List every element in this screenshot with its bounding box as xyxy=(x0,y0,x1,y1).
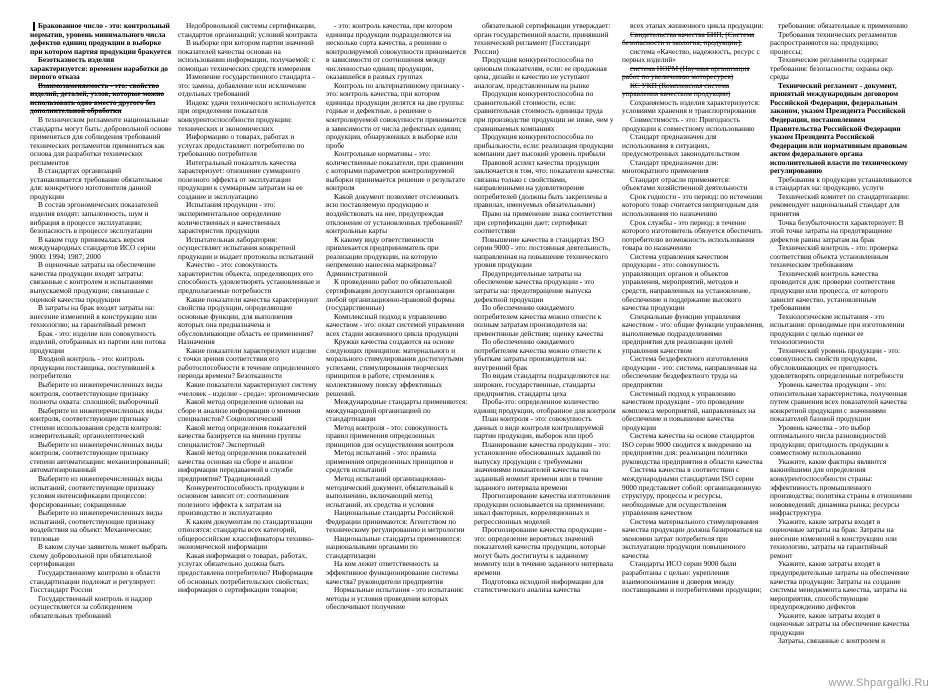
paragraph: Технический регламент - документ, принятый международным договором Российской Федерации, федеральным законом, указом Президента Российской Федерации, постановлением Правительства Российской Федерации указом Президента Российской Федерации или нормативным правовым актом федерального органа исполнительной власти по техническому регулированию xyxy=(770,80,908,176)
paragraph: Контрольные нормативы - это: количественные показатели, при сравнении с которыми параметров контролируемой выборки принимается решение о результате контроля xyxy=(326,149,465,193)
paragraph: Прогнозирование качества продукции - это: определение вероятных значений показателей качества продукции, которые могут быть достигнуты к заданному моменту или в течение заданного интервала времени xyxy=(474,525,614,577)
paragraph: Какие показатели характеризуют систему «человек - изделие - среда»: эргономические xyxy=(178,379,320,398)
paragraph: Выберите из нижеперечисленных виды контроля, соответствующие признаку полноты охвата: сплошной; выборочный xyxy=(30,379,163,407)
paragraph: К какому виду ответственности привлекается предприниматель при реализации продукции, на которую непременно нанесена маркировка? Административной xyxy=(326,234,439,278)
paragraph: В стандартах организаций устанавливается требование обязательное для: конкретного изготовителя данной продукции xyxy=(30,166,163,201)
paragraph: Правовой аспект качества продукции заключается в том, что: показатели качества: связаны только с свойствами, направленными на удовлетворение потребителей (должны быть закреплены в правилах, именуемых обязательными) xyxy=(474,157,615,210)
paragraph: - это: контроль качества, при котором единицы продукции подразделяются на несколько сорта качества, а решение о контролируемой совокупности принимается в зависимости от соотношения между численностью единиц продукции, оказавшейся в разных группах xyxy=(326,22,466,82)
paragraph: Технический комитет по стандартизации: рекомендует национальный стандарт для принятия xyxy=(770,191,910,219)
paragraph: Продукция конкурентоспособна по ценовым показателям, если: ее продажная цена, дизайн и качество не уступают аналогам, представленным на рынке xyxy=(474,55,607,90)
paragraph: Выберите из нижеперечисленных виды контроля, соответствующие признаку степени использования средств контроля: измерительный; органолептический xyxy=(30,405,163,441)
paragraph: требования: обязательные к применению xyxy=(778,22,908,30)
paragraph: Технический контроль - это: проверка соответствия объекта установленным техническим требованиям xyxy=(770,243,898,270)
paragraph: Система бездефектного изготовления продукции - это: система, направленная на обеспечение бездефектного труда на предприятии xyxy=(622,354,757,389)
paragraph: Право на применение знака соответствия при сертификации дает: сертификат соответствия xyxy=(474,209,613,236)
paragraph: Испытательная лаборатория: осуществляет испытания конкретной продукции и выдает протоколы испытаний xyxy=(178,234,314,261)
paragraph: Свидетельства качества БИП, [Система безопасности и экология, продукции]: xyxy=(622,29,755,48)
paragraph: Уровень качества - это выбор оптимального числа разновидностей продукции; пригодность продукции к совместному использованию xyxy=(770,422,889,458)
paragraph: По обеспечению ожидаемого потребителем качества можно отнести к убыткам затраты производителя на: внутренний брак xyxy=(474,337,602,372)
paragraph: Срок годности - это период: по истечении которого товар считается непригодным для использования по назначению xyxy=(622,191,763,219)
paragraph: Взаимозаменяемость - это: свойство изделий, деталей, узлов, которые можно использовать одно вместо другого без дополнительной обработки xyxy=(30,80,165,116)
paragraph: Затраты, связанные с контролем и xyxy=(778,636,886,646)
paragraph: Выберите из нижеперечисленных виды испытаний, соответствующие признаку воздействия на объект: Механические; тепловые xyxy=(30,508,163,543)
paragraph: Какой метод определения показателей качества базируется на мнении группы специалистов? Экспертный xyxy=(178,422,307,449)
paragraph: Метод испытаний - это: правила применения определенных принципов и средств испытаний xyxy=(326,448,454,475)
paragraph: Государственный контроль и надзор осуществляется за соблюдением обязательных требований xyxy=(30,593,153,620)
paragraph: План контроля - это: совокупность данных о виде контроля контролируемой партии продукции, выборок или проб xyxy=(474,414,604,441)
paragraph: Выберите из нижеперечисленных виды контроля, соответствующие признаку степени автоматизации: механизированный; автоматизированный xyxy=(30,439,170,475)
paragraph: Метод контроля - это: совокупность правил применения определенных принципов для осуществления контроля xyxy=(326,422,454,449)
paragraph: Международные стандарты применяются: международной организацией по стандартизации xyxy=(326,397,468,424)
paragraph: Технологические испытания - это испытания: проводимые при изготовлении продукции с целью оценки ее технологичности xyxy=(770,311,905,347)
paragraph: Интегральный показатель качества характеризует: отношение суммарного полезного эффекта от эксплуатации продукции к суммарным затратам на ее создание и эксплуатацию xyxy=(178,157,303,201)
paragraph: Государственному контролю в области стандартизации подлежат и регулирует: Госстандарт России xyxy=(30,568,161,595)
paragraph: В оценочные затраты на обеспечение качества продукции входят затраты: связанные с контролем и испытаниями выпускаемой продукции; связанные с оценкой качества продукции xyxy=(30,260,156,304)
paragraph: Уровень качества продукции - это: относительная характеристика, полученная путем сравнения всех показателей качества конкретной продукции с значениями показателей базовой продукции xyxy=(770,379,907,424)
paragraph: В каком случае заявитель может выбрать схему добровольной при обязательной сертификации xyxy=(30,542,168,569)
paragraph: Стандарт предназначен для использования в ситуациях, предусмотренных законодательством xyxy=(622,132,740,159)
paragraph: На ком лежит ответственность за эффективное функционирование системы качества? руководители предприятия xyxy=(326,559,459,586)
paragraph: Требования технических регламентов распространяются на: продукцию; процессы; xyxy=(770,29,897,56)
watermark-text: www.Shpargalki.Ru xyxy=(828,677,929,689)
paragraph: Технический уровень продукции - это: совокупность свойств продукции, обусловливающих ее пригодность удовлетворять определенные потребности xyxy=(770,345,904,381)
paragraph: Испытания продукции - это: экспериментальное определение количественных и качественных характеристик продукции xyxy=(178,200,281,236)
paragraph: всех этапах жизненного цикла продукции: xyxy=(630,22,764,30)
paragraph: Укажите, какие затраты входят в оценочные затраты на обеспечение качества продукции xyxy=(770,610,910,637)
paragraph: Стандарты ИСО серии 9000 были разработаны с целью: укрепления взаимопонимания и доверия между поставщиками и потребителями продукции; xyxy=(622,559,762,595)
paragraph: Качество - это: совокупность характеристик объекта, определяющих его способность удовлетворять установленные и предполагаемые потребности xyxy=(178,260,320,295)
paragraph: К проведению работ по обязательной сертификации допускаются организации любой организационно-правовой формы (государственные) xyxy=(326,277,455,313)
paragraph: Какие показатели качества характеризуют свойства продукции, определяющие основные функции, для выполнения которых она предназначена и обусловливающие область ее применения? Назначения xyxy=(178,294,319,347)
paragraph: Какой метод определения основан на сборе и анализе информации о мнении специалистов? Социологический xyxy=(178,397,304,424)
paragraph: Укажите, какие затраты входят в оценочные затраты на брак: Затраты на внесение изменений в конструкцию или технологию, затраты на гарантийный ремонт xyxy=(770,516,897,560)
paragraph: Технический контроль качества проводится для: проверки соответствия продукции или процесса, от которого зависит качество, установленным требованиям xyxy=(770,268,895,313)
paragraph: Бракованное число - это: контрольный норматив, уровень минимального числа дефектов единиц продукции в выборке при котором партия продукции бракуется xyxy=(30,22,172,56)
text-column-3 xyxy=(326,22,468,693)
paragraph: Недобровольной системы сертификации, стандартов организаций; условий контракта xyxy=(178,22,318,39)
paragraph: Входной контроль - это: контроль продукции поставщика, поступившей к потребителю xyxy=(30,354,155,381)
paragraph: Изменение государственного стандарта - это: замена, добавление или исключение отдельных требований xyxy=(178,72,315,99)
paragraph: Срок службы - это период: в течение которого изготовитель обязуется обеспечить потребителю возможность использования товара по назначению xyxy=(622,217,763,253)
paragraph: По обеспечению ожидаемого потребителем качества можно отнести к полным затратам производителя на: превентивные действия; оценку качества xyxy=(474,303,604,338)
paragraph: Национальные стандарты применяются: национальными органами по стандартизации xyxy=(326,533,462,560)
paragraph: обязательной сертификации утверждает: орган государственной власти, принявший технический регламент (Госстандарт России) xyxy=(474,22,611,56)
paragraph: Требования к продукции устанавливаются в стандартах на: продукцию, услуги xyxy=(770,174,912,193)
paragraph: Подготовка исходной информации для статистического анализа качества xyxy=(474,576,604,595)
paragraph: Нормальные испытания - это испытания: методы и условия проведения которых обеспечивают получение xyxy=(326,585,464,612)
paragraph: Кружки качества создаются на основе следующих принципов: материального и морального стимулирования достигнутыми успехами, стимулирования творческих принципов в работе, стремления к коллективному поиску эффективных решений. xyxy=(326,337,464,398)
text-column-1 xyxy=(30,22,172,693)
paragraph: По видам стандарты подразделяются на: широкие, государственные, стандарты предприятия, стандарты цеха xyxy=(474,371,611,398)
paragraph: К каким документам по стандартизации относятся: стандарты всех категорий, общероссийские классификаторы технико-экономической информации xyxy=(178,516,314,552)
paragraph: Система управления качеством продукции - это: совокупность управляющих органов и объектов управления, мероприятий, методов и средств, направленных на установление, обеспечение и поддержание высокого качества продукции xyxy=(622,251,751,313)
paragraph: система «Качество, надежность, ресурс с первых изделий» xyxy=(622,46,760,65)
paragraph: Прогнозирование качества изготовления продукции основывается на применении: шкал факторных, корреляционных и регрессионных моделей xyxy=(474,491,610,526)
paragraph: система НОРМ (Научная организация работ по увеличению моторесурса) xyxy=(622,63,750,82)
text-column-2 xyxy=(178,22,320,693)
paragraph: Какой метод определения показателей качества основан на сборе и анализе информации передаваемой в службе предприятия? Традиционный xyxy=(178,448,307,483)
paragraph: В состав эргономических показателей изделия входят: запыленность, шум и вибрация в процессе эксплуатации; безопасность в процессе эксплуатации xyxy=(30,200,159,236)
paragraph: Планирование качества продукции - это: установление обоснованных заданий по выпуску продукции с требуемыми значениями показателей качества на заданный момент времени или в течение заданного интервала времени xyxy=(474,439,611,492)
paragraph: Выберите из нижеперечисленных виды испытаний, соответствующие признаку условия интенсификации процессов: форсированные; сокращенные xyxy=(30,473,163,509)
paragraph: Контроль по альтернативному признаку - это: контроль качества, при котором единицы продукции делятся на две группы: годные и дефектные, а решение о контролируемой совокупности принимается в зависимости от числа дефектных единиц продукции, обнаруженных в выборке или пробе xyxy=(326,80,466,150)
paragraph: Национальные стандарты Российской Федерации принимаются: Агентством по техническому регулированию и метрологии xyxy=(326,508,465,535)
paragraph: Повышение качества в стандартах ISO серии 9000 - это: постоянная деятельность, направленная на повышение технического уровня продукции xyxy=(474,234,611,270)
paragraph: Укажите, какие затраты входят в предупредительные затраты на обеспечение качества продукции: Затраты на создание системы менеджмента качества, затраты на мероприятия, способствующие предупреждению дефектов xyxy=(770,559,910,612)
paragraph: Специальные функции управления качеством - это: общие функции управления, выполняемые подразделениями предприятия для реализации целей управления качеством xyxy=(622,311,764,355)
paragraph: Точка безубыточности характеризует: В этой точке затраты на предотвращение дефектов равны затратам на брак xyxy=(770,217,904,244)
paragraph: Продукция конкурентоспособна по прибыльности, если: реализация продукции компании дает высокий уровень прибыли xyxy=(474,132,614,159)
paragraph: Совместимость - это: Пригодность продукции к совместному использованию xyxy=(622,115,755,133)
paragraph: Стандарт отрасли применяется: объектами хозяйственной деятельности xyxy=(622,174,748,193)
paragraph: Индекс удачи технического используется при определении показателя конкурентоспособности продукции: технических и экономических xyxy=(178,97,316,133)
paragraph: Брак - это: изделие или совокупность изделий, отобранных из партии или потока продукции xyxy=(30,328,166,355)
text-column-5 xyxy=(622,22,764,693)
paragraph: Системный подход к управлению качеством продукции - это проведение комплекса мероприятий, направленных на обеспечение и повышение качества продукции xyxy=(622,388,756,432)
paragraph: В каком году принималась версия международных стандартов ИСО серии 9000: 1994; 1987; 2000 xyxy=(30,234,156,261)
text-column-6 xyxy=(770,22,912,693)
paragraph: Предупредительные затраты на обеспечение качества продукции - это затраты на: предотвращение выпуска дефектной продукции xyxy=(474,268,595,304)
paragraph: Какая информация о товарах, работах, услугах обязательно должна быть предоставлена потребителю? Информация об основных потребительских свойствах; информация о сертификации товаров; xyxy=(178,550,313,595)
paragraph: Система качества в соответствии с международными стандартами ISO серии 9000 представляет собой: организационную структуру, процессы и ресурсы, необходимые для осуществления управления качеством xyxy=(622,465,761,518)
paragraph: Стандарт предназначен для: многократного применения xyxy=(622,157,719,176)
paragraph: Какой документ позволяет отслеживать всю поставляемую продукцию и воздействовать на нее, предупреждая отклонение от установленных требований? контрольные карты xyxy=(326,191,463,236)
paragraph: Информацию о товарах, работах и услугах предоставляет: потребителю по требованию потребителя xyxy=(178,132,305,159)
paragraph: КС УКП (Комплексная система управления качеством продукции) xyxy=(622,80,731,99)
paragraph: В затраты на брак входят затраты на: внесение изменений в конструкцию или технологию; на гарантийный ремонт xyxy=(30,303,157,330)
paragraph: Конкурентоспособность продукции в основном зависит от: соотношения полезного эффекта к затратам на производство и эксплуатацию xyxy=(178,482,305,518)
paragraph: Безотказность изделия характеризуется: временем наработки до первого отказа xyxy=(30,55,169,82)
paragraph: Система качества на основе стандартов ISO серии 9000 сводится к внедрению на предприятии для: реализации политики руководства предприятия в области качества xyxy=(622,431,763,466)
text-column-4 xyxy=(474,22,616,693)
paragraph: Проба-это: определенное количество единиц продукции, отобранное для контроля xyxy=(474,397,616,415)
paragraph: Комплексный подход к управлению качеством - это: охват системой управления всех стадии жизненного цикла продукции xyxy=(326,311,465,338)
paragraph: Сохраняемость изделия характеризуется: условиями хранения и транспортирования xyxy=(622,97,760,116)
paragraph: Технические регламенты содержат требования: безопасности; охраны окр. среды xyxy=(770,55,894,82)
paragraph: Какие показатели характеризуют изделие с точки зрения соответствия его работоспособности в течение определенного периода времени? Безотказности xyxy=(178,345,320,381)
paragraph: Система материального стимулирования качества продукции должна базироваться на экономии затрат потребителя при эксплуатации продукции повышенного качества xyxy=(622,516,762,560)
paragraph: Укажите, какие факторы являются важнейшими для определения конкурентоспособности страны: эффективность промышленного производства; политика страны в отношении нововведений; динамика рынка; ресурсы инфраструктура xyxy=(770,456,912,518)
paragraph: Метод испытаний организационно-методический документ, обязательный к выполнению, включающий метод испытаний, их средства и условия xyxy=(326,473,454,509)
paragraph: Продукция конкурентоспособна по сравнительной стоимости, если: сравнительная стоимость единицы труда при производстве продукции не ниже, чем у сравниваемых компаниях xyxy=(474,89,614,133)
paragraph: В выборке при котором партия значений показателей качества основан на использовании информации, получаемой: с помощью технических средств измерения xyxy=(178,38,315,73)
paragraph: В техническом регламенте национальные стандарты могут быть: добровольной основе применяться для соблюдения требований технических регламентов применяться как основа для разработки технических регламентов xyxy=(30,115,172,167)
